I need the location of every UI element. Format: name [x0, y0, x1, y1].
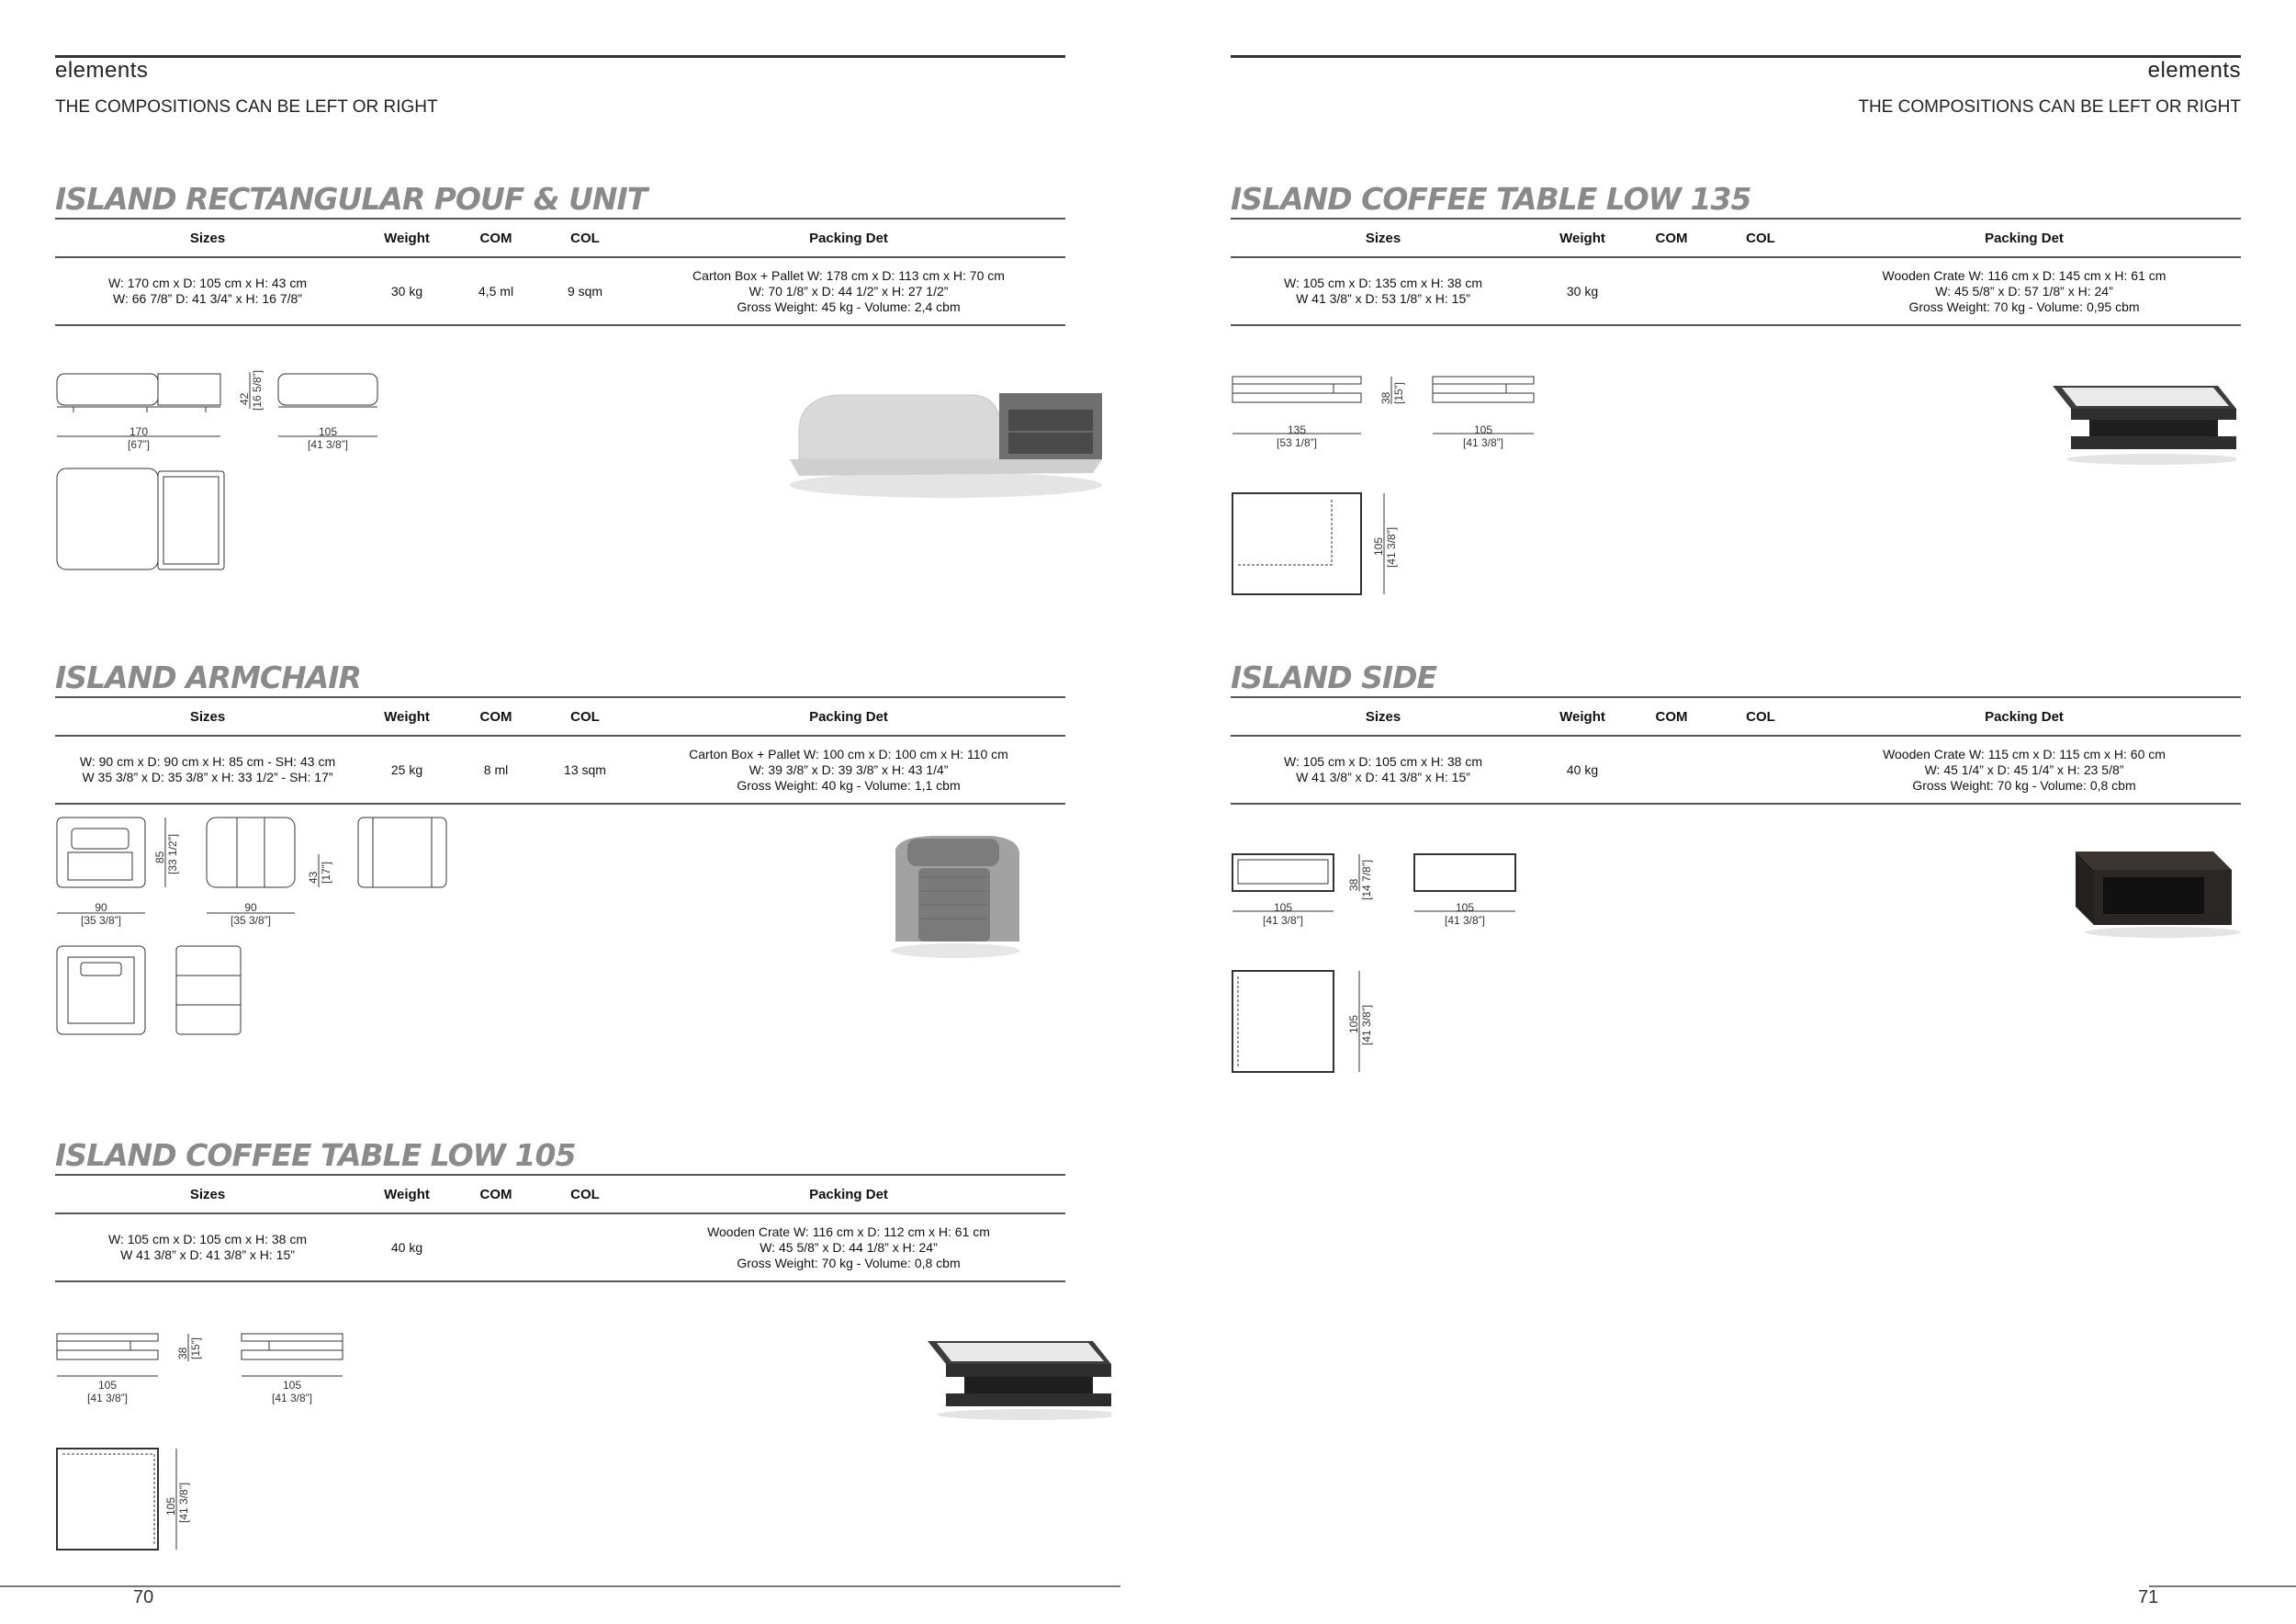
dim-height: 38 — [1347, 878, 1360, 891]
spec-table — [55, 1176, 1065, 1282]
dim-top-depth-in: [41 3/8”] — [177, 1482, 190, 1523]
coffee-105-drawings — [55, 1323, 569, 1562]
dim-top-depth: 105 — [1347, 1014, 1360, 1033]
coffee-135-top-view — [1232, 493, 1361, 594]
weight-cell: 40 kg — [360, 1213, 454, 1281]
spec-table — [55, 698, 1065, 805]
armchair-top-side-view — [176, 946, 241, 1034]
brand-title: elements — [55, 58, 149, 83]
sizes-cell: W: 105 cm x D: 105 cm x H: 38 cm W 41 3/8” x D: 41 3/8” x H: 15” — [55, 1213, 360, 1281]
section-side — [1231, 660, 2241, 805]
header-rule — [1231, 55, 2241, 58]
com-cell: 4,5 ml — [454, 257, 538, 325]
section-pouf — [55, 181, 1065, 326]
dim-top-depth: 105 — [1372, 536, 1385, 556]
header-rule — [55, 55, 1065, 58]
dim-depth: 105 — [318, 425, 338, 438]
coffee-135-drawings — [1231, 367, 1745, 606]
dim-width-in: [35 3/8”] — [80, 914, 122, 927]
sizes-cell: W: 170 cm x D: 105 cm x H: 43 cm W: 66 7/8” D: 41 3/4” x H: 16 7/8” — [55, 257, 360, 325]
coffee-135-side-view — [1433, 377, 1534, 402]
pouf-photo — [771, 367, 1120, 510]
header-packing: Packing Det — [1807, 698, 2241, 736]
dim-height-in: [15”] — [1392, 381, 1405, 404]
packing-cell: Wooden Crate W: 116 cm x D: 145 cm x H: 61 cm W: 45 5/8” x D: 57 1/8” x H: 24” Gross Weight: 70 kg - Volume: 0,95 cbm — [1807, 257, 2241, 325]
header-sizes: Sizes — [55, 1176, 360, 1213]
header-com: COM — [454, 1176, 538, 1213]
col-cell: 9 sqm — [538, 257, 632, 325]
dim-height: 85 — [153, 851, 166, 863]
product-title: ISLAND RECTANGULAR POUF & UNIT — [55, 181, 1065, 220]
spec-table — [1231, 220, 2241, 326]
section-coffee-105 — [55, 1137, 1065, 1282]
weight-cell: 30 kg — [360, 257, 454, 325]
dim-width-in: [53 1/8”] — [1276, 436, 1318, 449]
dim-height: 42 — [238, 392, 251, 405]
section-coffee-135 — [1231, 181, 2241, 326]
packing-cell: Carton Box + Pallet W: 178 cm x D: 113 cm x H: 70 cm W: 70 1/8” x D: 44 1/2” x H: 27 1/2” Gross Weight: 45 kg - Volume: 2,4 cbm — [632, 257, 1065, 325]
dim-width: 170 — [129, 425, 149, 438]
dim-depth-in: [41 3/8”] — [307, 438, 349, 451]
armchair-drawings — [55, 808, 569, 1047]
header-com: COM — [1629, 220, 1714, 257]
header-weight: Weight — [360, 1176, 454, 1213]
header-com: COM — [454, 220, 538, 257]
dim-width: 105 — [97, 1379, 118, 1392]
packing-cell: Carton Box + Pallet W: 100 cm x D: 100 cm x H: 110 cm W: 39 3/8” x D: 39 3/8” x H: 43 1/4” Gross Weight: 40 kg - Volume: 1,1 cbm — [632, 736, 1065, 804]
dim-height-in: [33 1/2”] — [166, 833, 179, 874]
armchair-side-view — [207, 818, 295, 887]
dim-width: 135 — [1287, 423, 1307, 436]
product-title: ISLAND COFFEE TABLE LOW 135 — [1231, 181, 2241, 220]
dim-width-in: [67”] — [127, 438, 151, 451]
dim-depth: 90 — [244, 901, 257, 914]
weight-cell: 40 kg — [1536, 736, 1629, 804]
armchair-top-view — [57, 946, 145, 1034]
pouf-side-view — [278, 374, 377, 407]
coffee-105-front-view — [57, 1334, 158, 1359]
header-weight: Weight — [1536, 698, 1629, 736]
dim-seat-height: 43 — [307, 871, 320, 884]
dim-height-in: [14 7/8”] — [1360, 859, 1373, 900]
compositions-note: THE COMPOSITIONS CAN BE LEFT OR RIGHT — [1858, 97, 2241, 117]
product-title: ISLAND SIDE — [1231, 660, 2241, 698]
dim-height: 38 — [1379, 391, 1392, 404]
header-sizes: Sizes — [55, 220, 360, 257]
header-weight: Weight — [360, 698, 454, 736]
footer-rule — [2149, 1585, 2296, 1587]
pouf-drawings — [55, 363, 569, 583]
dim-depth-in: [41 3/8”] — [1462, 436, 1504, 449]
header-com: COM — [1629, 698, 1714, 736]
sizes-cell: W: 105 cm x D: 105 cm x H: 38 cm W 41 3/8” x D: 41 3/8” x H: 15” — [1231, 736, 1536, 804]
brand-title: elements — [2147, 58, 2241, 83]
col-cell — [1714, 736, 1807, 804]
header-col: COL — [538, 1176, 632, 1213]
side-front-view — [1232, 854, 1334, 891]
header-col: COL — [538, 220, 632, 257]
dim-top-depth-in: [41 3/8”] — [1385, 526, 1398, 568]
col-cell: 13 sqm — [538, 736, 632, 804]
header-col: COL — [538, 698, 632, 736]
dim-top-depth-in: [41 3/8”] — [1360, 1004, 1373, 1045]
dim-width: 90 — [95, 901, 107, 914]
header-packing: Packing Det — [632, 220, 1065, 257]
sizes-cell: W: 90 cm x D: 90 cm x H: 85 cm - SH: 43 cm W 35 3/8” x D: 35 3/8” x H: 33 1/2” - SH: 17” — [55, 736, 360, 804]
header-col: COL — [1714, 220, 1807, 257]
dim-width-in: [41 3/8”] — [1262, 914, 1304, 927]
com-cell — [454, 1213, 538, 1281]
header-packing: Packing Det — [632, 1176, 1065, 1213]
dim-top-depth: 105 — [164, 1496, 177, 1516]
dim-seat-height-in: [17”] — [320, 861, 332, 884]
coffee-135-photo — [2016, 372, 2236, 478]
dim-depth-in: [41 3/8”] — [1444, 914, 1486, 927]
weight-cell: 25 kg — [360, 736, 454, 804]
spec-table — [1231, 698, 2241, 805]
header-packing: Packing Det — [1807, 220, 2241, 257]
dim-depth: 105 — [282, 1379, 302, 1392]
armchair-front-view — [57, 818, 145, 887]
coffee-135-front-view — [1232, 377, 1361, 402]
header-sizes: Sizes — [1231, 220, 1536, 257]
header-sizes: Sizes — [1231, 698, 1536, 736]
side-photo — [2057, 840, 2241, 946]
com-cell — [1629, 257, 1714, 325]
right-page — [1231, 0, 2241, 1624]
sizes-cell: W: 105 cm x D: 135 cm x H: 38 cm W 41 3/8” x D: 53 1/8” x H: 15” — [1231, 257, 1536, 325]
side-side-view — [1414, 854, 1515, 891]
header-weight: Weight — [1536, 220, 1629, 257]
page-number: 70 — [133, 1587, 154, 1607]
side-drawings — [1231, 845, 1745, 1084]
dim-height-in: [16 5/8”] — [251, 369, 264, 411]
header-packing: Packing Det — [632, 698, 1065, 736]
weight-cell: 30 kg — [1536, 257, 1629, 325]
footer-rule — [0, 1585, 1120, 1587]
armchair-back-view — [358, 818, 446, 887]
dim-depth: 105 — [1455, 901, 1475, 914]
coffee-105-top-view — [57, 1449, 158, 1550]
product-title: ISLAND COFFEE TABLE LOW 105 — [55, 1137, 1065, 1176]
header-sizes: Sizes — [55, 698, 360, 736]
coffee-105-photo — [863, 1323, 1111, 1438]
compositions-note: THE COMPOSITIONS CAN BE LEFT OR RIGHT — [55, 97, 438, 117]
pouf-top-view — [57, 468, 224, 570]
col-cell — [538, 1213, 632, 1281]
packing-cell: Wooden Crate W: 116 cm x D: 112 cm x H: 61 cm W: 45 5/8” x D: 44 1/8” x H: 24” Gross Weight: 70 kg - Volume: 0,8 cbm — [632, 1213, 1065, 1281]
dim-height: 38 — [176, 1347, 189, 1359]
dim-width: 105 — [1273, 901, 1293, 914]
dim-width-in: [41 3/8”] — [86, 1392, 129, 1404]
header-col: COL — [1714, 698, 1807, 736]
com-cell: 8 ml — [454, 736, 538, 804]
packing-cell: Wooden Crate W: 115 cm x D: 115 cm x H: 60 cm W: 45 1/4” x D: 45 1/4” x H: 23 5/8” Gross Weight: 70 kg - Volume: 0,8 cbm — [1807, 736, 2241, 804]
armchair-photo — [882, 822, 1029, 964]
dim-depth-in: [41 3/8”] — [271, 1392, 313, 1404]
dim-depth: 105 — [1473, 423, 1493, 436]
left-page — [55, 0, 1065, 1624]
side-top-view — [1232, 971, 1334, 1072]
col-cell — [1714, 257, 1807, 325]
header-com: COM — [454, 698, 538, 736]
section-armchair — [55, 660, 1065, 805]
pouf-front-view — [57, 374, 220, 412]
spec-table — [55, 220, 1065, 326]
dim-height-in: [15”] — [189, 1336, 202, 1359]
header-weight: Weight — [360, 220, 454, 257]
page-number: 71 — [2138, 1587, 2159, 1607]
dim-depth-in: [35 3/8”] — [230, 914, 272, 927]
coffee-105-side-view — [242, 1334, 343, 1359]
product-title: ISLAND ARMCHAIR — [55, 660, 1065, 698]
com-cell — [1629, 736, 1714, 804]
